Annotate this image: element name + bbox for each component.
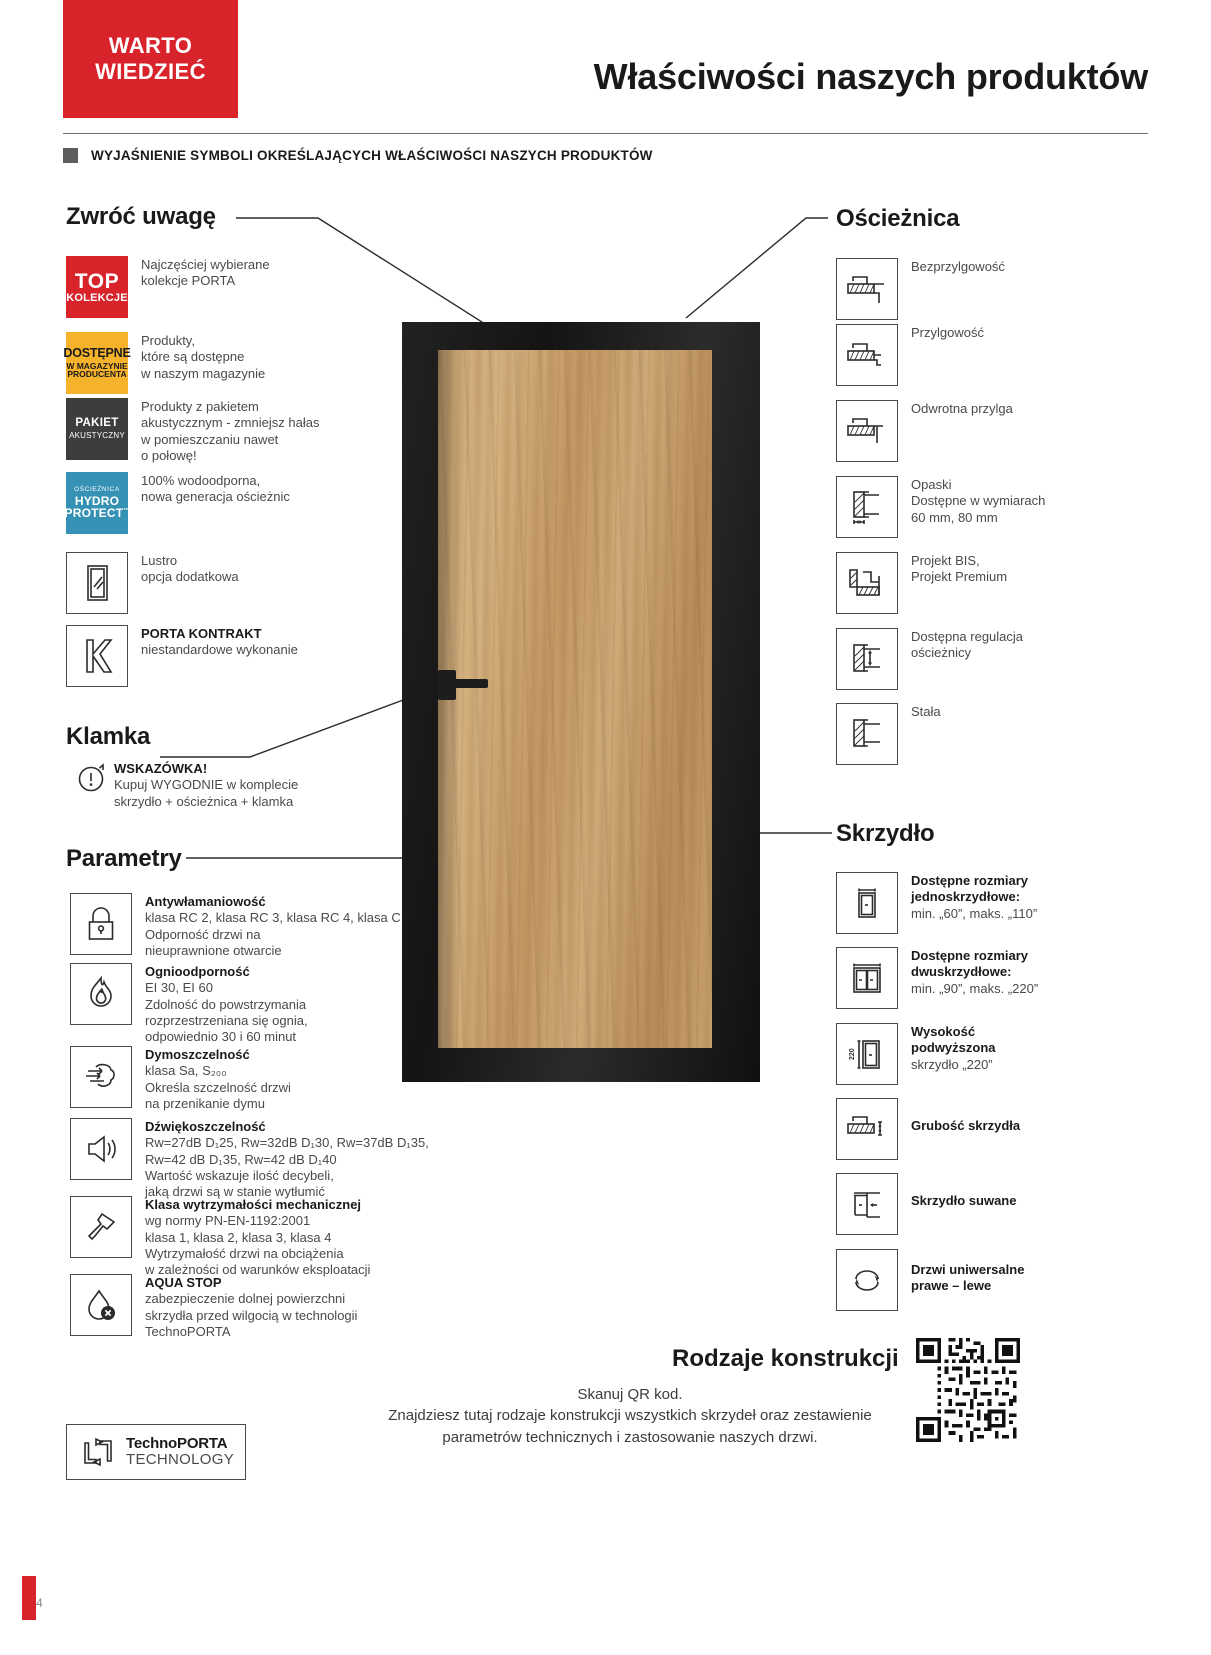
frame-rebateless-icon [836,258,898,320]
badge-pakiet-line1: PAKIET [75,417,119,430]
frame-adjustable-icon [836,628,898,690]
text-line: niestandardowe wykonanie [141,642,298,658]
text-line: które są dostępne [141,349,245,365]
text-bold: podwyższona [911,1040,996,1056]
badge-top-kolekcje [66,256,128,318]
list-item-opaski [836,476,1045,538]
badge-hydro-line1: HYDRO [74,493,120,508]
text-bold: jednoskrzydłowe: [911,889,1021,905]
list-item-text [911,1023,996,1073]
text-bold: Wysokość [911,1024,976,1039]
text-line: TechnoPORTA [145,1323,231,1339]
tall-door-220-icon [836,1023,898,1085]
list-item-text [911,258,1005,275]
text-line: Rw=27dB D₁25, Rw=32dB D₁30, Rw=37dB D₁35, [145,1135,429,1151]
text-line: Określa szczelność drzwi [145,1079,291,1095]
text-line: Odwrotna przylga [911,401,1013,416]
water-drop-stop-icon [70,1274,132,1336]
text-line: w pomieszczaniu nawet [141,431,279,447]
text-line: rozprzestrzeniana się ognia, [145,1012,308,1028]
text-bold: Klasa wytrzymałości mechanicznej [145,1197,362,1212]
list-item-ognioodpornosc [70,963,308,1045]
qr-description [340,1384,920,1448]
list-item-skrzydlo-suwane [836,1173,1016,1235]
sliding-door-icon [836,1173,898,1235]
list-item-pakiet-akustyczny [66,398,319,464]
badge-dost-line1: DOSTĘPNE [63,346,131,361]
badge-hydro-protect-word: PROTECT [64,505,124,520]
text-line: Najczęściej wybierane [141,257,270,272]
klamka-tip-text [114,760,298,810]
list-item-antywlamaniowosc [70,893,401,959]
list-item-text [911,400,1013,417]
list-item-text [145,1046,291,1112]
text-bold: Antywłamaniowość [145,894,266,909]
universal-door-icon [836,1249,898,1311]
list-item-aqua-stop [70,1274,357,1340]
text-bold: Dźwiękoszczelność [145,1119,266,1134]
badge-dost-line3: PRODUCENTA [67,369,127,380]
text-line: klasa 1, klasa 2, klasa 3, klasa 4 [145,1229,332,1245]
list-item-text [911,1098,1020,1134]
list-item-text [911,1249,1024,1295]
text-line: Wytrzymałość drzwi na obciążenia [145,1245,344,1261]
list-item-bezprzylgowosc [836,258,1005,320]
list-item-rozmiary-dwuskrzydlowe [836,947,1038,1009]
technoporta-wordmark [126,1436,234,1468]
text-line: min. „90”, maks. „220” [911,980,1039,996]
frame-reverse-rebate-icon [836,400,898,462]
text-line: Odporność drzwi na [145,926,261,942]
badge-pakiet-line2: AKUSTYCZNY [69,430,125,440]
list-item-text [145,1274,357,1340]
door-product-image [402,322,760,1082]
text-bold: dwuskrzydłowe: [911,964,1012,980]
list-item-drzwi-uniwersalne [836,1249,1024,1311]
list-item-text [145,1196,370,1278]
text-line: opcja dodatkowa [141,569,239,585]
text-bold: Dymoszczelność [145,1047,250,1062]
qr-code[interactable] [916,1338,1020,1442]
text-bold: prawe – lewe [911,1278,992,1294]
list-item-odwrotna-przylga [836,400,1013,462]
door-handle-icon [438,670,486,700]
single-door-icon [836,872,898,934]
text-line: Przylgowość [911,325,984,340]
list-item-text [911,947,1038,997]
list-item-text [141,625,298,659]
list-item-text [145,1118,429,1200]
text-bold: Ognioodporność [145,964,250,979]
list-item-text [141,332,265,382]
section-title-zwroc-uwage: Zwróć uwagę [66,203,216,230]
list-item-przylgowosc [836,324,984,386]
double-door-icon [836,947,898,1009]
warto-badge-line2: WIEDZIEĆ [95,59,206,84]
badge-hydro-line2 [65,507,130,519]
text-bold: PORTA KONTRAKT [141,626,262,641]
text-line: Wartość wskazuje ilość decybeli, [145,1167,334,1183]
casing-width-icon [836,476,898,538]
text-bold: Drzwi uniwersalne [911,1262,1025,1277]
smoke-icon [70,1046,132,1108]
page-number: 4 [36,1596,43,1610]
list-item-projekt-bis [836,552,1007,614]
text-line: klasa Sa, S₂₀₀ [145,1063,227,1079]
frame-fixed-icon [836,703,898,765]
porta-kontrakt-k-icon [66,625,128,687]
text-line: ościeżnicy [911,645,971,661]
warto-wiedziec-badge [63,0,238,118]
list-item-text [141,472,290,506]
tall-door-dimension-label: 220 [849,1048,856,1060]
text-line: klasa RC 2, klasa RC 3, klasa RC 4, klasa C [145,910,401,926]
list-item-text [911,703,941,720]
list-item-text [141,398,319,464]
text-line: Projekt Premium [911,569,1008,585]
text-bold: Skrzydło suwane [911,1193,1017,1208]
text-line: akustyczznym - zmniejsz hałas [141,415,320,431]
projekt-bis-icon [836,552,898,614]
text-line: na przenikanie dymu [145,1095,265,1111]
list-item-text [911,324,984,341]
list-item-lustro [66,552,239,614]
text-line: kolekcje PORTA [141,273,236,289]
qr-section-title: Rodzaje konstrukcji [672,1345,899,1372]
page-title: Właściwości naszych produktów [593,56,1148,97]
text-line: o połowę! [141,447,197,463]
list-item-text [141,256,270,290]
section-title-klamka: Klamka [66,723,151,750]
frame-rebated-icon [836,324,898,386]
padlock-icon [70,893,132,955]
page-header [0,0,1211,135]
text-line: Kupuj WYGODNIE w komplecie [114,777,299,793]
text-line: Skanuj QR kod. [577,1386,683,1403]
list-item-text [911,872,1037,922]
list-item-grubosc-skrzydla [836,1098,1020,1160]
text-line: skrzydła przed wilgocią w technologii [145,1307,358,1323]
text-line: Projekt BIS, [911,553,980,568]
text-line: Dostępna regulacja [911,629,1024,644]
hammer-icon [70,1196,132,1258]
text-bold: Grubość skrzydła [911,1118,1021,1133]
text-line: wg normy PN-EN-1192:2001 [145,1213,311,1229]
text-line: Produkty, [141,333,195,348]
list-item-text [911,1173,1016,1209]
badge-pakiet-akustyczny [66,398,128,460]
list-item-porta-kontrakt [66,625,298,687]
list-item-stala [836,703,941,765]
list-item-text [145,963,308,1045]
text-line: Lustro [141,553,178,568]
speaker-icon [70,1118,132,1180]
text-line: jaką drzwi są w stanie wytłumić [145,1184,325,1199]
badge-hydro-protect [66,472,128,534]
mirror-icon [66,552,128,614]
list-item-dzwiekoszczelnosc [70,1118,429,1200]
text-line: Zdolność do powstrzymania [145,996,307,1012]
text-line: Znajdziesz tutaj rodzaje konstrukcji wszystkich skrzydeł oraz zestawienie [388,1407,872,1425]
leaf-thickness-icon [836,1098,898,1160]
list-item-rozmiary-jednoskrzydlowe [836,872,1037,934]
handle-lever [448,679,488,688]
text-line: EI 30, EI 60 [145,980,213,996]
badge-hydro-line0: OŚCIEŻNICA [74,486,120,494]
text-line: nieuprawnione otwarcie [145,942,282,958]
badge-dost-line2: W MAGAZYNIE [66,360,128,371]
list-item-hydro-protect [66,472,290,534]
text-line: w zależności od warunków eksploatacji [145,1262,371,1277]
text-line: 100% wodoodporna, [141,473,261,488]
text-line: w naszym magazynie [141,365,266,381]
text-line: zabezpieczenie dolnej powierzchni [145,1291,346,1307]
flame-icon [70,963,132,1025]
list-item-text [911,552,1007,586]
list-item-wysokosc-podwyzszona [836,1023,996,1085]
warto-badge-line1: WARTO [108,33,193,59]
text-line: skrzydło + ościeżnica + klamka [114,793,294,809]
badge-dostepne-w-magazynie [63,332,131,394]
list-item-text [141,552,239,586]
badge-top-line2: KOLEKCJE [66,291,128,304]
text-bold: WSKAZÓWKA! [114,761,208,776]
subtitle-row [63,148,653,163]
text-line: Dostępne w wymiarach [911,493,1046,509]
badge-top-line1: TOP [74,269,120,293]
list-item-top-kolekcje [66,256,270,318]
list-item-dostepne-w-magazynie [63,332,266,394]
klamka-tip [70,760,298,810]
text-line: Rw=42 dB D₁35, Rw=42 dB D₁40 [145,1151,337,1167]
section-title-skrzydlo: Skrzydło [836,820,935,847]
trademark-mark: ™ [123,507,130,514]
list-item-dymoszczelnosc [70,1046,291,1112]
text-line: Produkty z pakietem [141,399,259,414]
text-line: min. „60”, maks. „110” [911,905,1038,921]
text-line: Opaski [911,477,952,492]
recycle-arrows-icon [78,1432,118,1472]
text-line: nowa generacja ościeżnic [141,489,290,505]
text-line: parametrów technicznych i zastosowanie naszych drzwi. [442,1428,818,1446]
text-line: skrzydło „220” [911,1056,993,1072]
text-line: Stała [911,704,941,719]
section-title-parametry: Parametry [66,845,182,872]
list-item-text [145,893,401,959]
techno-word-1: TechnoPORTA [126,1435,228,1453]
list-item-text [911,628,1023,662]
header-divider [63,133,1148,134]
subtitle-text: WYJAŚNIENIE SYMBOLI OKREŚLAJĄCYCH WŁAŚCIWOŚCI NASZYCH PRODUKTÓW [91,148,653,163]
bullet-square-icon [63,148,78,163]
text-bold: AQUA STOP [145,1275,222,1290]
technoporta-technology-logo [66,1424,246,1480]
text-line: 60 mm, 80 mm [911,509,998,525]
text-bold: Dostępne rozmiary [911,873,1029,888]
list-item-klasa-wytrzymalosci [70,1196,370,1278]
exclamation-bubble-icon [70,760,114,796]
techno-word-2: TECHNOLOGY [126,1451,235,1468]
text-line: Bezprzylgowość [911,259,1005,274]
footer-accent-bar [22,1576,36,1620]
list-item-dostepna-regulacja [836,628,1023,690]
section-title-osciieznica: Ościeżnica [836,205,960,232]
text-line: odpowiednio 30 i 60 minut [145,1029,297,1044]
list-item-text [911,476,1045,526]
text-bold: Dostępne rozmiary [911,948,1029,963]
